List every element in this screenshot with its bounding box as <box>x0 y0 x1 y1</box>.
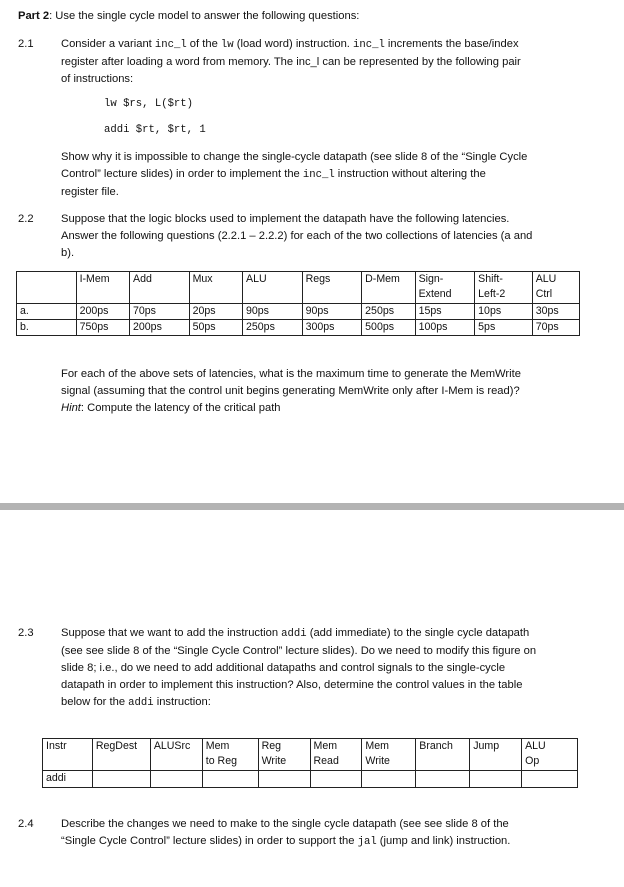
header-mem-write: Mem Write <box>362 739 416 771</box>
row-label: b. <box>17 320 77 336</box>
cell-jump[interactable] <box>470 771 522 788</box>
code-line-2: addi $rt, $rt, 1 <box>104 124 206 136</box>
question-number-2-4: 2.4 <box>18 818 34 830</box>
latency-table <box>16 271 580 336</box>
header-reg-write: Reg Write <box>258 739 310 771</box>
cell: 500ps <box>362 320 415 336</box>
cell-reg-write[interactable] <box>258 771 310 788</box>
cell: 100ps <box>415 320 475 336</box>
question-number-2-2: 2.2 <box>18 213 34 225</box>
header-jump: Jump <box>470 739 522 771</box>
question-number-2-1: 2.1 <box>18 38 34 50</box>
control-header-row <box>43 739 578 771</box>
cell: 70ps <box>130 304 190 320</box>
part-instructions: : Use the single cycle model to answer the following questions: <box>49 10 360 22</box>
header-alu-ctrl: ALU Ctrl <box>532 272 579 304</box>
header-instr: Instr <box>43 739 93 771</box>
header-blank <box>17 272 77 304</box>
cell: 50ps <box>189 320 242 336</box>
cell: 750ps <box>76 320 129 336</box>
header-alu: ALU <box>243 272 303 304</box>
control-values-table <box>42 738 578 788</box>
table-row <box>17 304 580 320</box>
header-regdest: RegDest <box>92 739 150 771</box>
cell: 200ps <box>76 304 129 320</box>
header-alusrc: ALUSrc <box>150 739 202 771</box>
cell: 30ps <box>532 304 579 320</box>
question-2-2-text: Suppose that the logic blocks used to implement the datapath have the following latencies. Answer the following questions (2.2.1 – 2.2.2) for each of the two collections of latencies (a and b). <box>61 213 533 259</box>
header-mux: Mux <box>189 272 242 304</box>
cell: 15ps <box>415 304 475 320</box>
question-2-4-text: Describe the changes we need to make to the single cycle datapath (see see slide 8 of the “Single Cycle Control” lecture slides) in order to support the jal (jump and link) instruction. <box>61 818 511 848</box>
cell-branch[interactable] <box>416 771 470 788</box>
cell-mem-to-reg[interactable] <box>202 771 258 788</box>
cell: 70ps <box>532 320 579 336</box>
question-2-3-text: Suppose that we want to add the instruction addi (add immediate) to the single cycle datapath (see see slide 8 of the “Single Cycle Control” lecture slides). Do we need to modify this figure on slide 8; i.e., do we need to add additional datapaths and control signals to the single-cycle datapath in order to implement this instruction? Also, determine the control values in the table below for the addi instruction: <box>61 627 537 709</box>
header-sign-extend: Sign- Extend <box>415 272 475 304</box>
header-shift-left: Shift- Left-2 <box>475 272 533 304</box>
row-label: addi <box>43 771 93 788</box>
question-2-2-prompt: For each of the above sets of latencies, what is the maximum time to generate the MemWrite signal (assuming that the control unit begins generating MemWrite only after I-Mem is read)? Hint: Compute the latency of the critical path <box>61 368 521 414</box>
part-heading <box>18 8 359 25</box>
part-label: Part 2 <box>18 10 50 22</box>
table-row <box>43 771 578 788</box>
cell-alusrc[interactable] <box>150 771 202 788</box>
cell: 20ps <box>189 304 242 320</box>
cell: 200ps <box>130 320 190 336</box>
question-2-1-text: Consider a variant inc_l of the lw (load word) instruction. inc_l increments the base/index register after loading a word from memory. The inc_l can be represented by the following pair of instructions: <box>61 38 521 85</box>
cell: 5ps <box>475 320 533 336</box>
header-mem-to-reg: Mem to Reg <box>202 739 258 771</box>
table-row <box>17 320 580 336</box>
cell-mem-read[interactable] <box>310 771 362 788</box>
latency-header-row <box>17 272 580 304</box>
header-imem: I-Mem <box>76 272 129 304</box>
question-number-2-3: 2.3 <box>18 627 34 639</box>
question-2-1-followup: Show why it is impossible to change the single-cycle datapath (see slide 8 of the “Single Cycle Control” lecture slides) in order to implement the inc_l instruction without altering the register file. <box>61 151 528 198</box>
header-add: Add <box>130 272 190 304</box>
header-regs: Regs <box>302 272 362 304</box>
cell-alu-op[interactable] <box>522 771 578 788</box>
cell: 90ps <box>302 304 362 320</box>
header-alu-op: ALU Op <box>522 739 578 771</box>
cell: 250ps <box>362 304 415 320</box>
header-branch: Branch <box>416 739 470 771</box>
cell: 10ps <box>475 304 533 320</box>
code-line-1: lw $rs, L($rt) <box>104 98 194 110</box>
section-divider <box>0 503 624 510</box>
header-mem-read: Mem Read <box>310 739 362 771</box>
hint-label: Hint <box>61 402 81 414</box>
cell: 250ps <box>243 320 303 336</box>
cell-regdest[interactable] <box>92 771 150 788</box>
row-label: a. <box>17 304 77 320</box>
cell-mem-write[interactable] <box>362 771 416 788</box>
cell: 90ps <box>243 304 303 320</box>
cell: 300ps <box>302 320 362 336</box>
header-dmem: D-Mem <box>362 272 415 304</box>
